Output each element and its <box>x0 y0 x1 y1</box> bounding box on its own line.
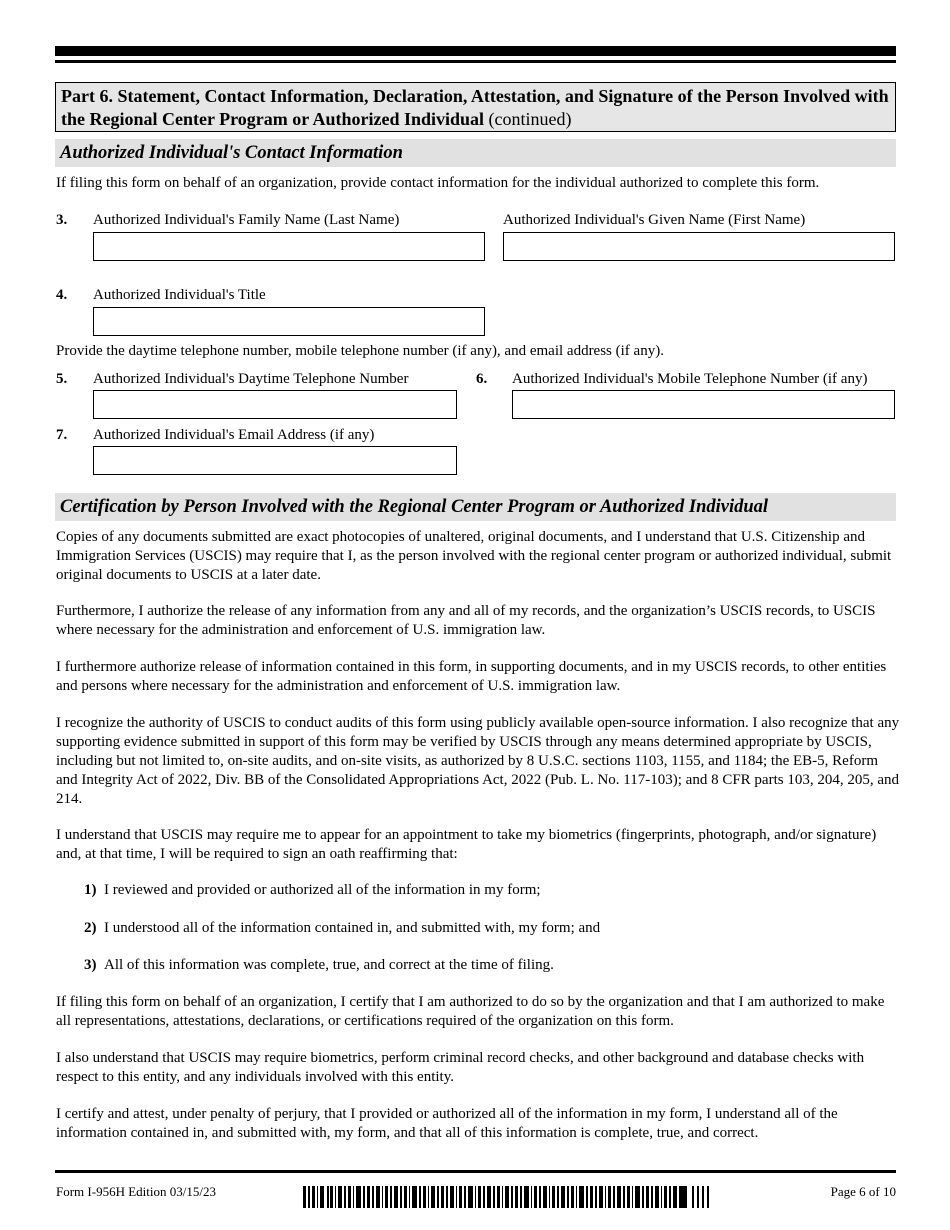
certification-paragraph-7: I also understand that USCIS may require biometrics, perform criminal record checks, and other background and database checks with respect to this entity, and any individuals involved with this entity. <box>56 1050 865 1085</box>
top-rule-thick <box>55 46 896 56</box>
family-name-label: Authorized Individual's Family Name (Last Name) <box>93 212 400 228</box>
oath-item-3-number: 3) <box>84 957 97 973</box>
question-5-number: 5. <box>56 371 68 387</box>
phone-intro: Provide the daytime telephone number, mobile telephone number (if any), and email address (if any). <box>56 343 664 359</box>
certification-paragraph-2: Furthermore, I authorize the release of any information from any and all of my records, and the organization’s USCIS records, to USCIS where necessary for the administration and enforcement of U.S. immigration law. <box>56 603 876 638</box>
certification-paragraph-5: I understand that USCIS may require me to appear for an appointment to take my biometrics (fingerprints, photograph, and/or signature) and, at that time, I will be required to sign an oath reaffirming that: <box>56 827 877 862</box>
oath-item-2-text: I understood all of the information contained in, and submitted with, my form; and <box>104 920 601 936</box>
title-label: Authorized Individual's Title <box>93 287 266 303</box>
certification-heading: Certification by Person Involved with the Regional Center Program or Authorized Individual <box>55 493 896 521</box>
mobile-phone-label: Authorized Individual's Mobile Telephone Number (if any) <box>512 371 868 387</box>
certification-paragraph-8: I certify and attest, under penalty of perjury, that I provided or authorized all of the information in my form, I understand all of the information contained in, and submitted with, my form, and that all of this information is complete, true, and correct. <box>56 1106 838 1141</box>
form-edition: Form I-956H Edition 03/15/23 <box>56 1184 216 1199</box>
top-rule-thin <box>55 60 896 63</box>
footer-rule <box>55 1170 896 1173</box>
certification-paragraph-6: If filing this form on behalf of an organization, I certify that I am authorized to do so by the organization and that I am authorized to make all representations, attestations, declarations, or certifications required of the organization on this form. <box>56 994 885 1029</box>
given-name-label: Authorized Individual's Given Name (First Name) <box>503 212 806 228</box>
contact-info-heading: Authorized Individual's Contact Information <box>55 139 896 167</box>
contact-intro: If filing this form on behalf of an organization, provide contact information for the individual authorized to complete this form. <box>56 175 820 191</box>
oath-item-2-number: 2) <box>84 920 97 936</box>
certification-paragraph-3: I furthermore authorize release of information contained in this form, in supporting documents, and in my USCIS records, to other entities and persons where necessary for the administration and enforcement of U.S. immigration law. <box>56 659 887 694</box>
daytime-phone-label: Authorized Individual's Daytime Telephone Number <box>93 371 409 387</box>
email-label: Authorized Individual's Email Address (if any) <box>93 427 375 443</box>
daytime-phone-input[interactable] <box>93 390 457 419</box>
part-6-header <box>55 82 896 132</box>
certification-paragraph-1: Copies of any documents submitted are exact photocopies of unaltered, original documents, and I understand that U.S. Citizenship and Immigration Services (USCIS) may require that I, as the person involved with the regional center program or authorized individual, submit original documents to USCIS at a later date. <box>56 529 892 583</box>
question-6-number: 6. <box>476 371 488 387</box>
oath-item-3-text: All of this information was complete, true, and correct at the time of filing. <box>104 957 554 973</box>
barcode-image <box>303 1186 710 1208</box>
oath-item-1-number: 1) <box>84 882 97 898</box>
certification-paragraph-4: I recognize the authority of USCIS to conduct audits of this form using publicly available open-source information. I also recognize that any supporting evidence submitted in support of this form may be verified by USCIS through any means determined appropriate by USCIS, including but not limited to, on-site audits, and on-site visits, as authorized by 8 U.S.C. sections 1103, 1155, and 1184; the EB-5, Reform and Integrity Act of 2022, Div. BB of the Consolidated Appropriations Act, 2022 (Pub. L. No. 117-103); and 8 CFR parts 103, 204, 205, and 214. <box>56 715 900 807</box>
given-name-input[interactable] <box>503 232 895 261</box>
question-3-number: 3. <box>56 212 68 228</box>
question-4-number: 4. <box>56 287 68 303</box>
family-name-input[interactable] <box>93 232 485 261</box>
part-6-continued: (continued) <box>488 109 572 129</box>
question-7-number: 7. <box>56 427 68 443</box>
oath-item-1-text: I reviewed and provided or authorized all of the information in my form; <box>104 882 541 898</box>
mobile-phone-input[interactable] <box>512 390 895 419</box>
title-input[interactable] <box>93 307 485 336</box>
part-6-title: Part 6. Statement, Contact Information, Declaration, Attestation, and Signature of the Person Involved with the Regional Center Program or Authorized Individual <box>61 86 889 129</box>
page-number: Page 6 of 10 <box>830 1184 896 1199</box>
email-input[interactable] <box>93 446 457 475</box>
